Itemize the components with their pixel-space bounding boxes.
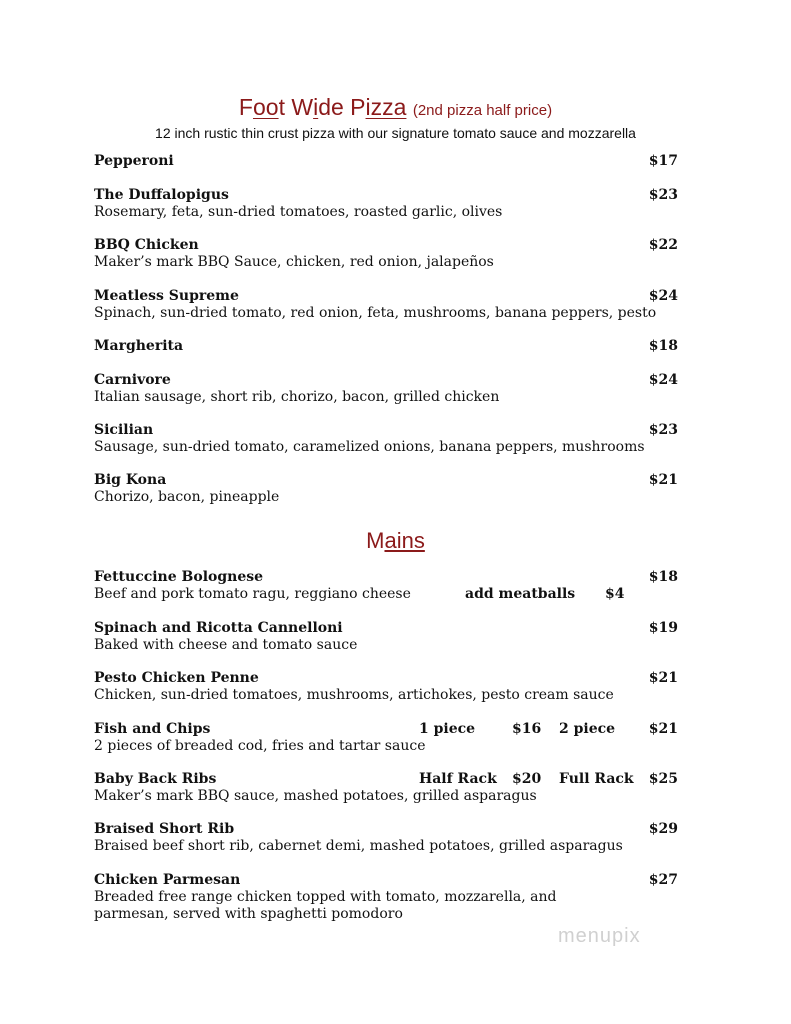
item-name: The Duffalopigus [94, 187, 229, 203]
item-name: Carnivore [94, 372, 171, 388]
pizza-title-note: (2nd pizza half price) [412, 102, 553, 119]
option-price: $16 [512, 721, 542, 737]
item-description: Baked with cheese and tomato sauce [94, 637, 358, 653]
option-price: $20 [512, 771, 542, 787]
item-description: parmesan, served with spaghetti pomodoro [94, 906, 403, 922]
title-part: izza [365, 94, 407, 120]
item-name: Pepperoni [94, 153, 174, 169]
item-description: 2 pieces of breaded cod, fries and tartar sauce [94, 738, 426, 754]
menu-item [94, 288, 678, 322]
item-description: Maker’s mark BBQ sauce, mashed potatoes, grilled asparagus [94, 788, 537, 804]
item-price: $24 [648, 372, 678, 388]
menu-item [94, 569, 678, 603]
item-name: Pesto Chicken Penne [94, 670, 259, 686]
menu-item [94, 721, 678, 755]
option-label: 2 piece [559, 721, 616, 737]
item-name: BBQ Chicken [94, 237, 199, 253]
item-price: $17 [648, 153, 678, 169]
item-description: Rosemary, feta, sun-dried tomatoes, roasted garlic, olives [94, 204, 503, 220]
item-name: Fish and Chips [94, 721, 211, 737]
menu-item [94, 620, 678, 654]
item-price: $23 [648, 422, 678, 438]
item-price: $25 [648, 771, 678, 787]
addon-label: add meatballs [465, 586, 576, 602]
item-price: $21 [648, 670, 678, 686]
menu-item [94, 153, 678, 170]
title-part: t W [278, 94, 314, 120]
item-description: Maker’s mark BBQ Sauce, chicken, red onion, jalapeños [94, 254, 494, 270]
item-description: Spinach, sun-dried tomato, red onion, feta, mushrooms, banana peppers, pesto [94, 305, 657, 321]
menupix-watermark: menupix [558, 925, 641, 947]
item-price: $27 [648, 872, 678, 888]
menu-item [94, 187, 678, 221]
item-name: Big Kona [94, 472, 167, 488]
item-name: Sicilian [94, 422, 154, 438]
menu-item [94, 670, 678, 704]
item-price: $21 [648, 472, 678, 488]
title-part: i [313, 94, 319, 120]
item-name: Baby Back Ribs [94, 771, 217, 787]
menu-item [94, 372, 678, 406]
menu-item [94, 338, 678, 355]
addon-price: $4 [605, 586, 625, 602]
title-part: de P [318, 94, 366, 120]
item-description: Beef and pork tomato ragu, reggiano cheese [94, 586, 411, 602]
item-description: Chorizo, bacon, pineapple [94, 489, 280, 505]
pizza-section-title [0, 94, 791, 121]
item-name: Meatless Supreme [94, 288, 239, 304]
item-name: Fettuccine Bolognese [94, 569, 264, 585]
option-label: 1 piece [419, 721, 476, 737]
item-description: Sausage, sun-dried tomato, caramelized onions, banana peppers, mushrooms [94, 439, 645, 455]
item-price: $24 [648, 288, 678, 304]
item-name: Spinach and Ricotta Cannelloni [94, 620, 343, 636]
item-price: $18 [648, 338, 678, 354]
item-price: $19 [648, 620, 678, 636]
menu-item [94, 237, 678, 271]
title-part: M [366, 528, 385, 553]
item-name: Chicken Parmesan [94, 872, 241, 888]
option-label: Half Rack [419, 771, 497, 787]
item-description: Chicken, sun-dried tomatoes, mushrooms, artichokes, pesto cream sauce [94, 687, 614, 703]
item-price: $29 [648, 821, 678, 837]
menu-item [94, 821, 678, 855]
menu-item [94, 422, 678, 456]
item-price: $18 [648, 569, 678, 585]
item-name: Margherita [94, 338, 184, 354]
title-part: ains [384, 528, 425, 553]
item-description: Breaded free range chicken topped with tomato, mozzarella, and [94, 889, 557, 905]
item-price: $21 [648, 721, 678, 737]
menu-item [94, 771, 678, 805]
item-price: $23 [648, 187, 678, 203]
menu-item [94, 872, 678, 923]
item-name: Braised Short Rib [94, 821, 235, 837]
menu-item [94, 472, 678, 506]
title-part: F [238, 94, 253, 120]
item-description: Italian sausage, short rib, chorizo, bacon, grilled chicken [94, 389, 500, 405]
item-description: Braised beef short rib, cabernet demi, mashed potatoes, grilled asparagus [94, 838, 623, 854]
title-part: oo [252, 94, 279, 120]
item-price: $22 [648, 237, 678, 253]
option-label: Full Rack [559, 771, 634, 787]
pizza-subtitle: 12 inch rustic thin crust pizza with our signature tomato sauce and mozzarella [155, 125, 636, 141]
mains-section-title [0, 528, 791, 554]
